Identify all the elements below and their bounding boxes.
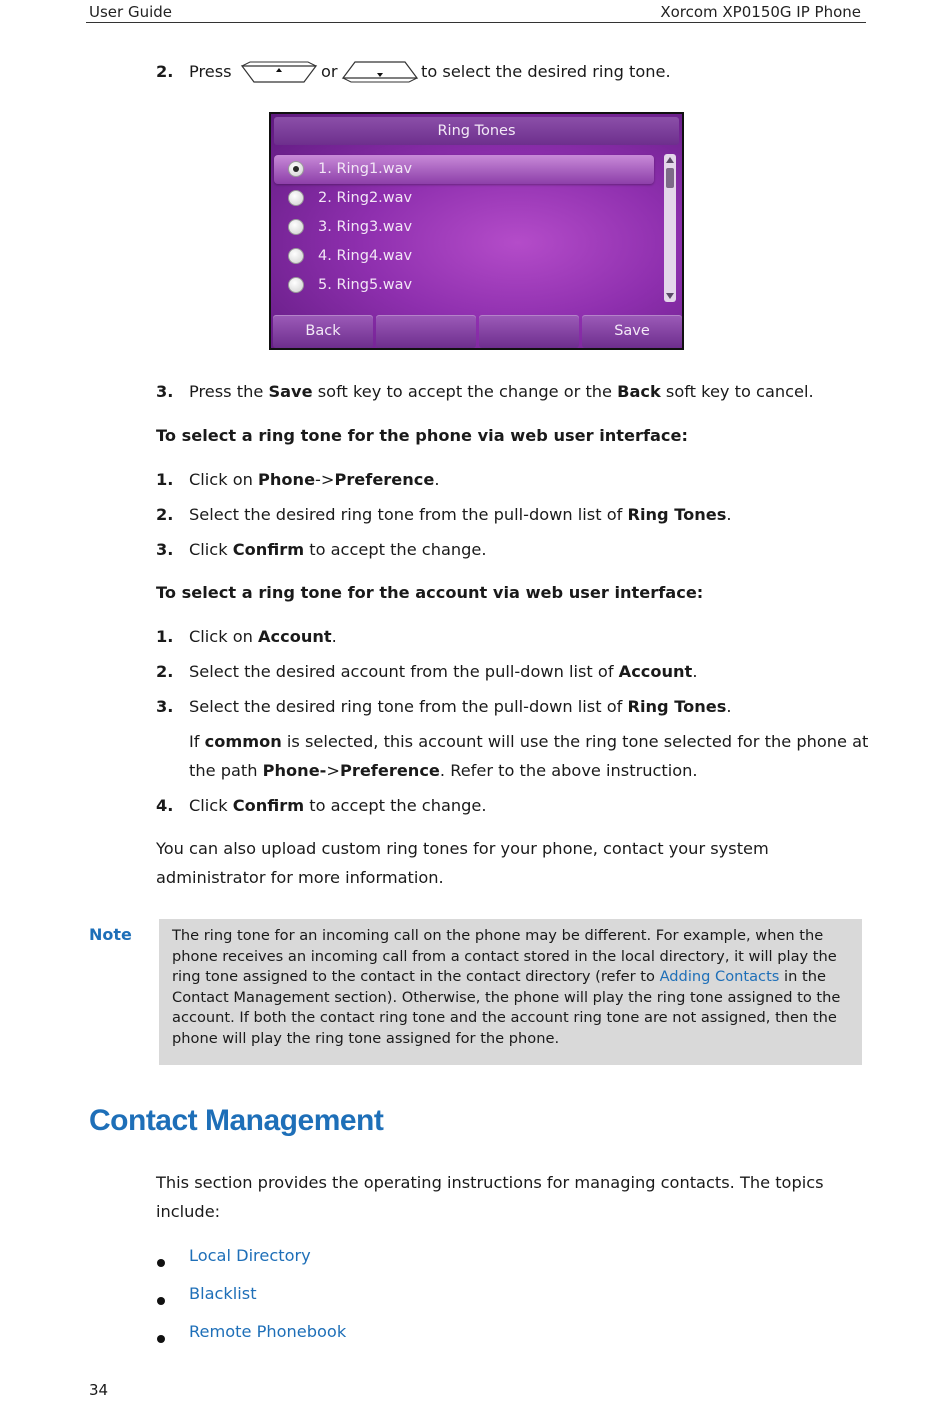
softkey-empty-2[interactable] [376, 315, 476, 348]
softkey-save[interactable]: Save [582, 315, 682, 348]
ring-tone-option[interactable]: 5. Ring5.wav [274, 271, 654, 300]
header-left: User Guide [89, 3, 173, 21]
upload-para-line-1: You can also upload custom ring tones for your phone, contact your system [156, 839, 769, 858]
ring-tone-option[interactable]: 4. Ring4.wav [274, 242, 654, 271]
common-note-line-2: the path Phone->Preference. Refer to the above instruction. [189, 761, 698, 780]
adding-contacts-link[interactable]: Adding Contacts [659, 968, 780, 986]
scroll-down-icon [666, 293, 674, 299]
common-note-line-1: If common is selected, this account will use the ring tone selected for the phone at [189, 732, 869, 751]
bullet-icon [157, 1335, 165, 1343]
up-key-icon [240, 58, 318, 84]
radio-icon [288, 277, 304, 293]
ring-tone-option[interactable]: 1. Ring1.wav [274, 155, 654, 184]
scrollbar[interactable] [664, 154, 676, 302]
radio-icon [288, 219, 304, 235]
down-key-icon [341, 58, 419, 84]
header-divider [86, 22, 866, 23]
bullet-icon [157, 1259, 165, 1267]
upload-para-line-2: administrator for more information. [156, 868, 444, 887]
softkey-back[interactable]: Back [273, 315, 373, 348]
phone-web-heading: To select a ring tone for the phone via web user interface: [156, 426, 688, 445]
header-right: Xorcom XP0150G IP Phone [660, 3, 861, 21]
scroll-thumb[interactable] [666, 168, 674, 188]
contact-intro-line-2: include: [156, 1202, 221, 1221]
page-number: 34 [89, 1381, 109, 1399]
scroll-up-icon [666, 157, 674, 163]
contact-intro-line-1: This section provides the operating instructions for managing contacts. The topics [156, 1173, 824, 1192]
softkey-empty-3[interactable] [479, 315, 579, 348]
note-label: Note [89, 925, 132, 944]
radio-icon [288, 190, 304, 206]
radio-selected-icon [288, 161, 304, 177]
ring-tone-option[interactable]: 3. Ring3.wav [274, 213, 654, 242]
radio-icon [288, 248, 304, 264]
bullet-icon [157, 1297, 165, 1305]
screen-title: Ring Tones [274, 117, 679, 145]
note-box: The ring tone for an incoming call on the phone may be different. For example, when the phone receives an incoming call from a contact stored in the local directory, it will play the ring tone assigned to the contact in the contact directory (refer to Adding Contacts in the Contact Management section). Otherwise, the phone will play the ring tone assigned to the account. If both the contact ring tone and the account ring tone are not assigned, then the phone will play the ring tone assigned for the phone. [159, 919, 862, 1065]
ring-tone-option[interactable]: 2. Ring2.wav [274, 184, 654, 213]
topic-link-remote-phonebook[interactable]: Remote Phonebook [189, 1322, 347, 1341]
topic-link-local-directory[interactable]: Local Directory [189, 1246, 311, 1265]
phone-screen-ring-tones [269, 112, 684, 350]
topic-link-blacklist[interactable]: Blacklist [189, 1284, 257, 1303]
account-web-heading: To select a ring tone for the account via web user interface: [156, 583, 704, 602]
section-title: Contact Management [89, 1104, 384, 1137]
